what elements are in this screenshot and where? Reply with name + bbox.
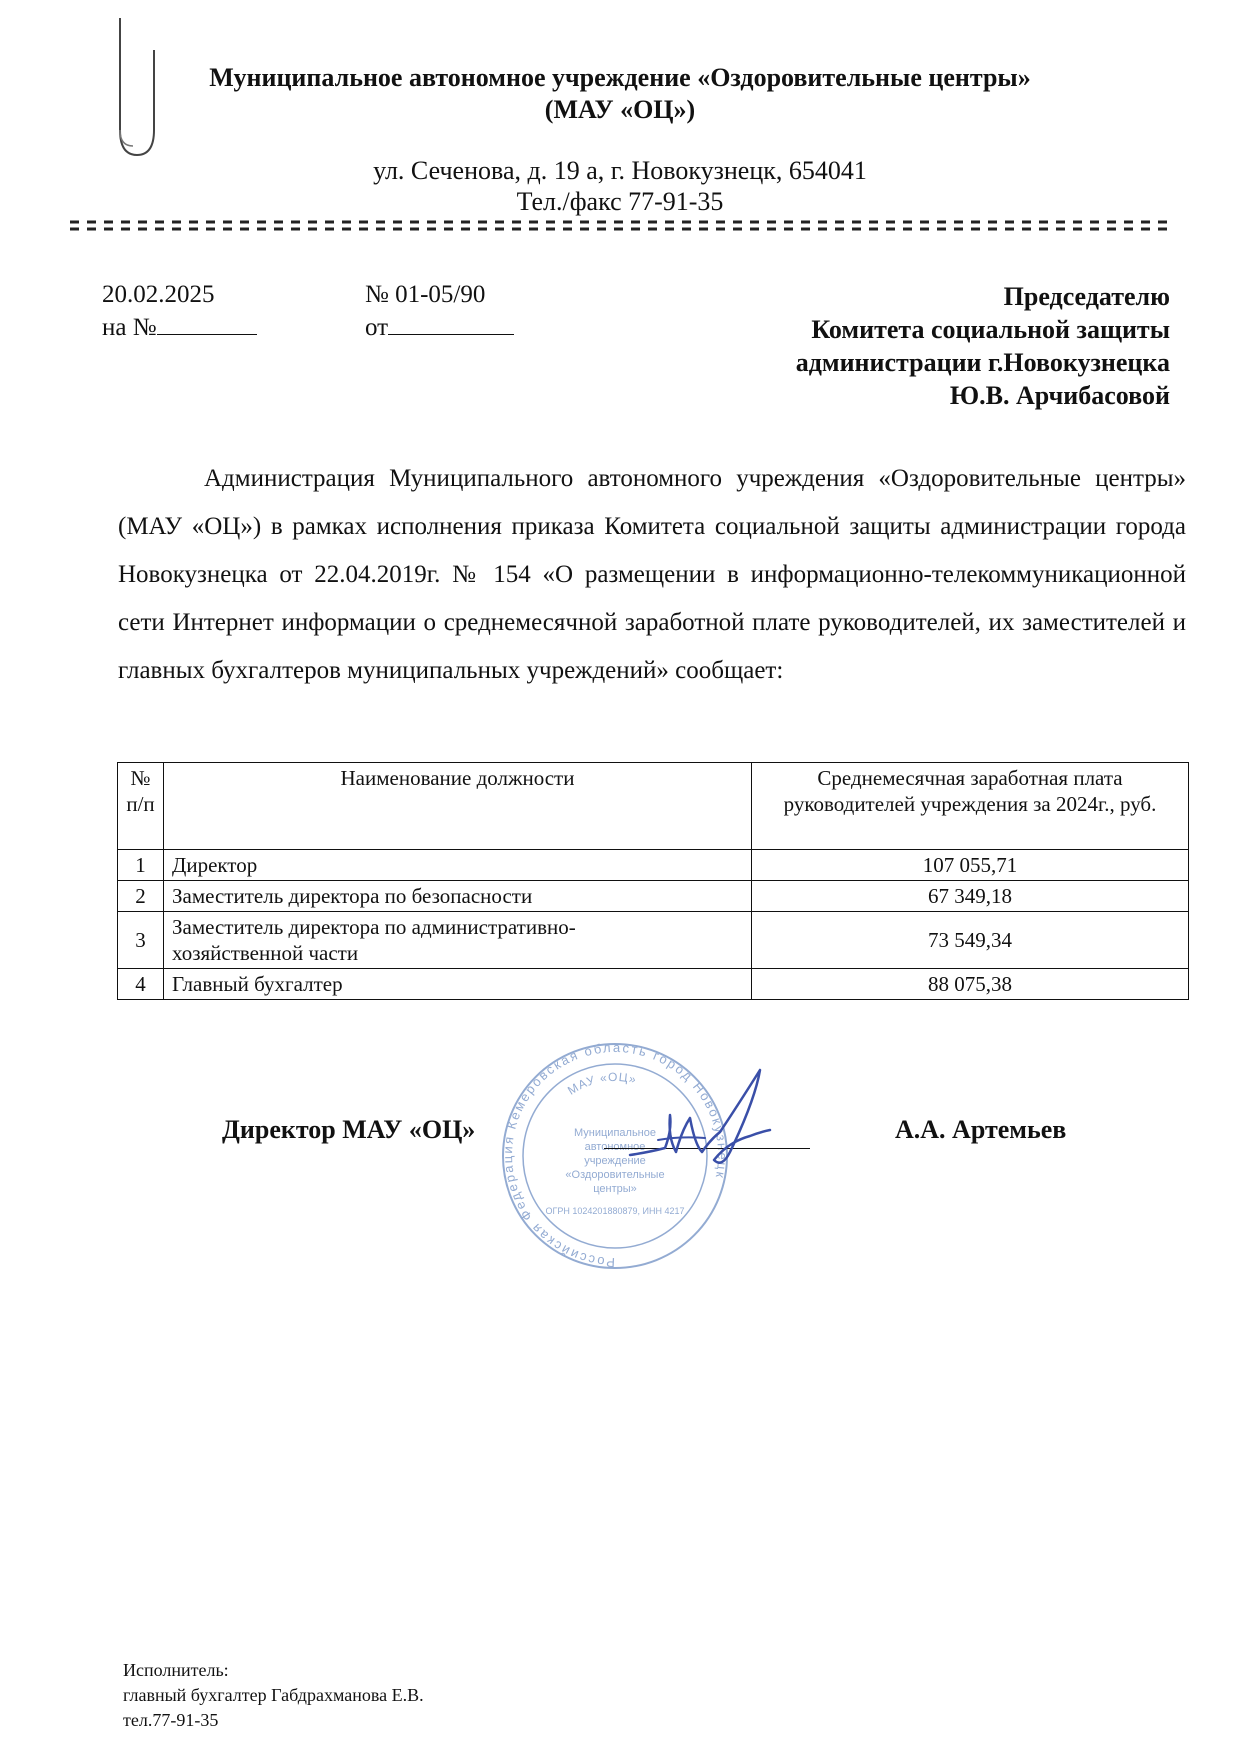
stamp-inner-line-3: учреждение bbox=[584, 1155, 646, 1167]
table-row bbox=[118, 912, 1189, 969]
executor-phone: тел.77-91-35 bbox=[123, 1710, 219, 1730]
signatory-name: А.А. Артемьев bbox=[895, 1115, 1067, 1144]
row-salary: 73 549,34 bbox=[752, 912, 1189, 969]
stamp-inner-line-5: центры» bbox=[593, 1183, 637, 1195]
table-row bbox=[118, 850, 1189, 881]
stamp-inner-line-1: Муниципальное bbox=[574, 1127, 656, 1139]
row-number: 1 bbox=[118, 850, 164, 881]
handwritten-signature bbox=[610, 1060, 800, 1190]
row-number: 4 bbox=[118, 969, 164, 1000]
header-divider bbox=[70, 219, 1170, 233]
stamp-inner-line-2: автономное bbox=[584, 1141, 646, 1153]
executor-person: главный бухгалтер Габдрахманова Е.В. bbox=[123, 1685, 424, 1705]
row-salary: 88 075,38 bbox=[752, 969, 1189, 1000]
addressee-line-3: администрации г.Новокузнецка bbox=[795, 348, 1170, 377]
stamp-top-text: МАУ «ОЦ» bbox=[565, 1069, 639, 1098]
from-label: от bbox=[365, 314, 389, 341]
executor-label: Исполнитель: bbox=[123, 1660, 229, 1680]
letter-body: Администрация Муниципального автономного учреждения «Оздоровительные центры» (МАУ «ОЦ») в рамках исполнения приказа Комитета социальной защиты администрации города Новокузнецка от 22.04.2019г. № 154 «О размещении в информационно-телекоммуникационной сети Интернет информации о среднемесячной заработной плате руководителей, их заместителей и главных бухгалтеров муниципальных учреждений» сообщает: bbox=[118, 465, 1186, 684]
table-row bbox=[118, 881, 1189, 912]
header-position: Наименование должности bbox=[164, 763, 752, 850]
row-position: Заместитель директора по безопасности bbox=[164, 881, 752, 912]
stamp-inner-line-4: «Оздоровительные bbox=[565, 1169, 665, 1181]
table-row bbox=[118, 969, 1189, 1000]
table-header-row bbox=[118, 763, 1189, 850]
from-blank bbox=[388, 312, 514, 335]
executor-block bbox=[123, 1658, 424, 1733]
organization-header bbox=[130, 62, 1110, 126]
row-number: 2 bbox=[118, 881, 164, 912]
reference-date-field bbox=[365, 311, 514, 344]
row-position: Заместитель директора по административно-хозяйственной части bbox=[164, 912, 752, 969]
row-position: Директор bbox=[164, 850, 752, 881]
reference-blank bbox=[157, 312, 257, 335]
organization-abbreviation: (МАУ «ОЦ») bbox=[544, 95, 696, 124]
addressee-block bbox=[610, 280, 1170, 412]
organization-phone: Тел./факс 77-91-35 bbox=[516, 187, 724, 216]
document-number-block bbox=[365, 278, 514, 344]
row-salary: 67 349,18 bbox=[752, 881, 1189, 912]
addressee-line-1: Председателю bbox=[1003, 282, 1170, 311]
addressee-line-2: Комитета социальной защиты bbox=[811, 315, 1170, 344]
salary-table bbox=[117, 762, 1189, 1000]
reference-number-field bbox=[102, 311, 257, 344]
document-date: 20.02.2025 bbox=[102, 281, 215, 308]
organization-address: ул. Сеченова, д. 19 а, г. Новокузнецк, 654041 bbox=[373, 156, 867, 185]
signatory-title: Директор МАУ «ОЦ» bbox=[222, 1115, 476, 1144]
header-number: № п/п bbox=[118, 763, 164, 850]
header-salary: Среднемесячная заработная плата руководителей учреждения за 2024г., руб. bbox=[752, 763, 1189, 850]
document-date-block bbox=[102, 278, 257, 344]
organization-name: Муниципальное автономное учреждение «Оздоровительные центры» bbox=[209, 63, 1031, 92]
document-number: № 01-05/90 bbox=[365, 281, 486, 308]
row-salary: 107 055,71 bbox=[752, 850, 1189, 881]
stamp-ids: ОГРН 1024201880879, ИНН 4217 bbox=[545, 1206, 685, 1216]
addressee-line-4: Ю.В. Арчибасовой bbox=[949, 381, 1170, 410]
stamp-outer-text: Российская Федерация Кемеровская область город Новокузнецк bbox=[500, 1039, 730, 1271]
row-number: 3 bbox=[118, 912, 164, 969]
row-position: Главный бухгалтер bbox=[164, 969, 752, 1000]
organization-contacts bbox=[130, 155, 1110, 217]
reference-label: на № bbox=[102, 314, 157, 341]
